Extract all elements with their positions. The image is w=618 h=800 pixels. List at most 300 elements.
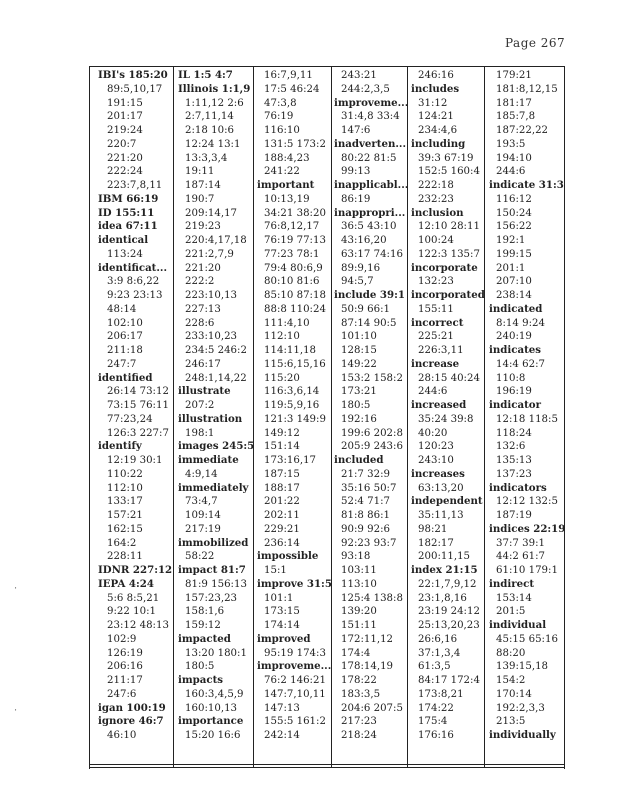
index-reference: 115:6,15,16 — [264, 358, 326, 370]
index-reference: 58:22 — [185, 551, 215, 563]
index-reference: 206:17 — [107, 331, 143, 343]
index-reference: 125:4 138:8 — [341, 592, 403, 604]
index-reference: 192:16 — [341, 413, 377, 425]
index-reference: 103:11 — [341, 565, 377, 576]
index-reference: 187:22,22 — [496, 125, 549, 136]
index-reference: 116:10 — [264, 125, 300, 136]
index-reference: 10:13,19 — [264, 193, 310, 205]
index-term: indicator — [489, 399, 541, 411]
index-reference: 174:14 — [264, 620, 300, 631]
index-reference: 50:9 66:1 — [341, 303, 390, 315]
index-term: indicators — [489, 481, 547, 494]
index-reference: 248:1,14,22 — [185, 372, 247, 384]
index-term: images 245:5 — [178, 440, 255, 453]
index-reference: 228:11 — [107, 551, 143, 563]
index-reference: 241:22 — [264, 166, 300, 178]
index-reference: 176:16 — [418, 730, 454, 741]
index-reference: 81:9 156:13 — [185, 578, 247, 590]
index-term: improve 31:5 — [257, 577, 332, 590]
index-reference: 234:4,6 — [418, 125, 458, 136]
index-reference: 61:3,5 — [418, 661, 451, 673]
index-reference: 164:2 — [107, 537, 137, 549]
index-reference: 120:23 — [418, 441, 454, 453]
index-reference: 191:15 — [107, 97, 143, 109]
index-reference: 172:11,12 — [341, 633, 394, 645]
index-reference: 157:23,23 — [185, 592, 238, 604]
index-reference: 139:20 — [341, 606, 377, 618]
index-reference: 201:5 — [496, 606, 526, 618]
index-term: immediately — [178, 481, 249, 494]
index-reference: 160:10,13 — [185, 702, 238, 714]
index-reference: 194:10 — [496, 152, 532, 164]
page-number: Page 267 — [505, 36, 566, 50]
index-reference: 243:21 — [341, 70, 377, 81]
index-reference: 77:23 78:1 — [264, 248, 320, 260]
index-reference: 217:23 — [341, 716, 377, 728]
index-reference: 118:24 — [496, 427, 532, 439]
index-reference: 156:22 — [496, 221, 532, 233]
index-reference: 76:8,12,17 — [264, 221, 320, 233]
index-reference: 45:15 65:16 — [496, 633, 558, 645]
index-reference: 31:4,8 33:4 — [341, 111, 400, 123]
index-reference: 12:19 30:1 — [107, 455, 163, 466]
index-reference: 202:11 — [264, 510, 300, 521]
index-term: independent — [411, 495, 483, 508]
index-reference: 112:10 — [264, 331, 300, 343]
index-reference: 162:15 — [107, 523, 143, 535]
index-reference: 205:9 243:6 — [341, 441, 403, 453]
index-term: improved — [257, 632, 311, 645]
index-term: indirect — [489, 577, 535, 590]
index-reference: 233:10,23 — [185, 331, 238, 343]
index-reference: 124:21 — [418, 111, 454, 123]
index-reference: 73:15 76:11 — [107, 400, 169, 411]
index-reference: 102:10 — [107, 317, 143, 329]
index-term: identified — [98, 371, 153, 384]
index-reference: 219:24 — [107, 125, 143, 136]
index-reference: 147:13 — [264, 702, 300, 714]
index-reference: 109:14 — [185, 510, 221, 521]
index-reference: 26:14 73:12 — [107, 386, 169, 398]
index-reference: 225:21 — [418, 331, 454, 343]
index-term: importance — [178, 715, 244, 728]
index-reference: 37:1,3,4 — [418, 647, 461, 659]
index-reference: 84:17 172:4 — [418, 675, 480, 686]
index-reference: 63:13,20 — [418, 482, 464, 494]
index-reference: 238:14 — [496, 290, 532, 301]
index-reference: 131:5 173:2 — [264, 138, 326, 150]
index-reference: 113:10 — [341, 578, 377, 590]
index-reference: 121:3 149:9 — [264, 413, 326, 425]
index-term: individually — [489, 729, 556, 741]
index-reference: 213:5 — [496, 716, 526, 728]
index-term: ignore 46:7 — [98, 715, 164, 728]
index-reference: 180:5 — [341, 400, 371, 411]
index-reference: 135:13 — [496, 455, 532, 466]
index-reference: 196:19 — [496, 386, 532, 398]
index-reference: 200:11,15 — [418, 551, 471, 563]
index-term: impacts — [178, 674, 224, 686]
index-reference: 87:14 90:5 — [341, 317, 397, 329]
index-reference: 199:6 202:8 — [341, 427, 403, 439]
index-reference: 207:10 — [496, 276, 532, 288]
index-reference: 211:17 — [107, 675, 143, 686]
index-reference: 39:3 67:19 — [418, 152, 474, 164]
index-reference: 226:3,11 — [418, 345, 464, 356]
index-reference: 149:22 — [341, 358, 377, 370]
index-reference: 12:10 28:11 — [418, 221, 480, 233]
index-reference: 80:22 81:5 — [341, 152, 397, 164]
index-term: inadverten... — [334, 137, 407, 150]
index-term: idea 67:11 — [98, 220, 158, 233]
index-reference: 221:20 — [107, 152, 143, 164]
index-reference: 112:10 — [107, 482, 143, 494]
index-column-1 — [98, 69, 176, 743]
index-reference: 221:20 — [185, 262, 221, 274]
index-reference: 201:1 — [496, 262, 526, 274]
index-reference: 2:18 10:6 — [185, 125, 234, 136]
index-term: IL 1:5 4:7 — [178, 69, 233, 81]
index-reference: 228:6 — [185, 317, 215, 329]
index-term: indicates — [489, 344, 541, 356]
index-reference: 244:6 — [418, 386, 448, 398]
index-reference: 192:2,3,3 — [496, 702, 545, 714]
index-reference: 170:14 — [496, 688, 532, 700]
margin-mark: ⋅ — [14, 706, 18, 716]
index-reference: 8:14 9:24 — [496, 317, 545, 329]
index-reference: 52:4 71:7 — [341, 496, 390, 508]
index-reference: 100:24 — [418, 235, 454, 246]
index-reference: 93:18 — [341, 551, 371, 563]
index-term: important — [257, 179, 315, 191]
index-reference: 217:19 — [185, 523, 221, 535]
index-reference: 73:4,7 — [185, 496, 218, 508]
index-reference: 63:17 74:16 — [341, 248, 403, 260]
index-reference: 211:18 — [107, 345, 143, 356]
index-term: incorporate — [411, 261, 478, 274]
index-reference: 155:5 161:2 — [264, 716, 326, 728]
index-reference: 179:21 — [496, 70, 532, 81]
index-reference: 188:17 — [264, 482, 300, 494]
index-term: indicate 31:3 — [489, 179, 564, 191]
index-reference: 243:10 — [418, 455, 454, 466]
index-term: identify — [98, 440, 142, 453]
index-column-2 — [178, 69, 256, 743]
bottom-rule — [89, 764, 565, 765]
index-term: IEPA 4:24 — [98, 577, 154, 590]
index-reference: 153:2 158:2 — [341, 372, 403, 384]
index-reference: 175:4 — [418, 716, 448, 728]
index-reference: 3:9 8:6,22 — [107, 276, 160, 288]
index-reference: 114:11,18 — [264, 345, 317, 356]
index-reference: 139:15,18 — [496, 661, 549, 673]
index-reference: 5:6 8:5,21 — [107, 592, 160, 604]
index-term: igan 100:19 — [98, 701, 166, 714]
index-reference: 147:7,10,11 — [264, 688, 326, 700]
index-reference: 159:12 — [185, 620, 221, 631]
index-reference: 222:2 — [185, 276, 215, 288]
index-reference: 149:12 — [264, 427, 300, 439]
index-reference: 9:22 10:1 — [107, 606, 156, 618]
index-term: incorrect — [411, 316, 464, 329]
index-term: illustrate — [178, 385, 231, 398]
index-reference: 81:8 86:1 — [341, 510, 390, 521]
index-reference: 223:7,8,11 — [107, 180, 163, 191]
index-reference: 31:12 — [418, 97, 448, 109]
index-reference: 199:15 — [496, 248, 532, 260]
index-reference: 207:2 — [185, 400, 215, 411]
index-term: increased — [411, 399, 467, 411]
index-reference: 115:20 — [264, 372, 300, 384]
index-reference: 76:19 77:13 — [264, 235, 326, 246]
index-reference: 187:14 — [185, 180, 221, 191]
index-reference: 157:21 — [107, 510, 143, 521]
index-reference: 193:5 — [496, 138, 526, 150]
index-reference: 247:6 — [107, 688, 137, 700]
index-reference: 160:3,4,5,9 — [185, 688, 244, 700]
index-reference: 151:14 — [264, 441, 300, 453]
index-reference: 15:20 16:6 — [185, 730, 241, 741]
index-reference: 77:23,24 — [107, 413, 153, 425]
index-reference: 110:22 — [107, 468, 143, 480]
index-term: including — [411, 137, 466, 150]
index-reference: 36:5 43:10 — [341, 221, 397, 233]
index-reference: 23:19 24:12 — [418, 606, 480, 618]
index-term: include 39:1 — [334, 289, 405, 301]
index-reference: 244:6 — [496, 166, 526, 178]
index-reference: 181:17 — [496, 97, 532, 109]
index-reference: 220:4,17,18 — [185, 235, 247, 246]
index-reference: 246:16 — [418, 70, 454, 81]
index-column-5 — [411, 69, 489, 743]
index-reference: 61:10 179:1 — [496, 565, 558, 576]
index-term: increases — [411, 467, 465, 480]
index-reference: 152:5 160:4 — [418, 166, 480, 178]
index-column-4 — [334, 69, 412, 743]
index-reference: 244:2,3,5 — [341, 83, 390, 95]
index-reference: 218:24 — [341, 730, 377, 741]
index-reference: 37:7 39:1 — [496, 537, 545, 549]
index-reference: 150:24 — [496, 207, 532, 219]
index-reference: 126:3 227:7 — [107, 427, 169, 439]
index-reference: 4:9,14 — [185, 468, 218, 480]
index-reference: 182:17 — [418, 537, 454, 549]
index-term: inappropri... — [334, 206, 406, 219]
bottom-rule — [89, 767, 565, 768]
index-reference: 209:14,17 — [185, 207, 238, 219]
index-term: includes — [411, 82, 460, 95]
index-reference: 181:8,12,15 — [496, 83, 558, 95]
index-term: included — [334, 454, 384, 466]
index-reference: 192:1 — [496, 235, 526, 246]
index-reference: 137:23 — [496, 468, 532, 480]
index-reference: 47:3,8 — [264, 97, 297, 109]
index-reference: 14:4 62:7 — [496, 358, 545, 370]
index-reference: 85:10 87:18 — [264, 290, 326, 301]
index-reference: 180:5 — [185, 661, 215, 673]
index-reference: 92:23 93:7 — [341, 537, 397, 549]
index-reference: 40:20 — [418, 427, 448, 439]
index-reference: 28:15 40:24 — [418, 372, 480, 384]
index-reference: 76:2 146:21 — [264, 675, 326, 686]
index-reference: 88:8 110:24 — [264, 303, 326, 315]
index-reference: 222:24 — [107, 166, 143, 178]
index-reference: 242:14 — [264, 730, 300, 741]
index-reference: 174:4 — [341, 647, 371, 659]
index-term: increase — [411, 357, 460, 370]
index-column-3 — [257, 69, 335, 743]
index-reference: 34:21 38:20 — [264, 207, 326, 219]
index-reference: 132:23 — [418, 276, 454, 288]
index-reference: 188:4,23 — [264, 152, 310, 164]
index-reference: 86:19 — [341, 193, 371, 205]
index-reference: 236:14 — [264, 537, 300, 549]
index-reference: 173:8,21 — [418, 688, 464, 700]
index-reference: 89:5,10,17 — [107, 83, 163, 95]
index-reference: 204:6 207:5 — [341, 702, 403, 714]
index-term: illustration — [178, 412, 243, 425]
index-reference: 48:14 — [107, 303, 137, 315]
index-reference: 128:15 — [341, 345, 377, 356]
index-reference: 17:5 46:24 — [264, 83, 320, 95]
margin-mark: ⋅ — [14, 584, 18, 594]
index-reference: 173:21 — [341, 386, 377, 398]
index-reference: 13:3,3,4 — [185, 152, 228, 164]
index-reference: 9:23 23:13 — [107, 290, 163, 301]
index-reference: 111:4,10 — [264, 317, 310, 329]
index-reference: 19:11 — [185, 166, 215, 178]
index-reference: 43:16,20 — [341, 235, 387, 246]
index-reference: 102:9 — [107, 633, 137, 645]
index-reference: 16:7,9,11 — [264, 70, 313, 81]
index-reference: 21:7 32:9 — [341, 468, 390, 480]
index-term: Illinois 1:1,9 — [178, 82, 251, 95]
index-reference: 178:22 — [341, 675, 377, 686]
index-reference: 113:24 — [107, 248, 143, 260]
index-reference: 147:6 — [341, 125, 371, 136]
index-reference: 132:6 — [496, 441, 526, 453]
index-reference: 94:5,7 — [341, 276, 374, 288]
index-reference: 247:7 — [107, 358, 137, 370]
index-reference: 246:17 — [185, 358, 221, 370]
index-reference: 183:3,5 — [341, 688, 381, 700]
index-reference: 23:12 48:13 — [107, 620, 169, 631]
index-reference: 1:11,12 2:6 — [185, 97, 244, 109]
index-reference: 116:3,6,14 — [264, 386, 320, 398]
index-reference: 178:14,19 — [341, 661, 394, 673]
index-term: inapplicabl... — [334, 179, 409, 191]
index-term: IDNR 227:12 — [98, 564, 173, 576]
index-term: impacted — [178, 632, 231, 645]
index-reference: 201:22 — [264, 496, 300, 508]
index-reference: 99:13 — [341, 166, 371, 178]
index-reference: 44:2 61:7 — [496, 551, 545, 563]
index-reference: 12:12 132:5 — [496, 496, 558, 508]
index-term: improveme... — [257, 660, 332, 673]
index-reference: 116:12 — [496, 193, 532, 205]
index-reference: 79:4 80:6,9 — [264, 262, 323, 274]
index-term: IBI's 185:20 — [98, 69, 168, 81]
index-reference: 76:19 — [264, 111, 294, 123]
index-reference: 22:1,7,9,12 — [418, 578, 477, 590]
index-reference: 13:20 180:1 — [185, 647, 247, 659]
index-reference: 95:19 174:3 — [264, 647, 326, 659]
index-term: inclusion — [411, 206, 464, 219]
index-reference: 155:11 — [418, 303, 454, 315]
index-reference: 88:20 — [496, 647, 526, 659]
index-reference: 154:2 — [496, 675, 526, 686]
index-reference: 89:9,16 — [341, 262, 381, 274]
index-reference: 101:1 — [264, 592, 294, 604]
index-term: index 21:15 — [411, 564, 478, 576]
index-reference: 35:16 50:7 — [341, 482, 397, 494]
index-reference: 151:11 — [341, 620, 377, 631]
index-term: identical — [98, 234, 149, 246]
index-reference: 12:24 13:1 — [185, 138, 241, 150]
index-term: impossible — [257, 550, 319, 563]
index-reference: 190:7 — [185, 193, 215, 205]
index-reference: 187:19 — [496, 510, 532, 521]
index-reference: 232:23 — [418, 193, 454, 205]
index-term: ID 155:11 — [98, 206, 155, 219]
index-reference: 80:10 81:6 — [264, 276, 320, 288]
index-reference: 174:22 — [418, 702, 454, 714]
index-reference: 2:7,11,14 — [185, 111, 234, 123]
index-reference: 219:23 — [185, 221, 221, 233]
index-reference: 173:16,17 — [264, 455, 317, 466]
index-reference: 220:7 — [107, 138, 137, 150]
index-term: indicated — [489, 302, 543, 315]
index-reference: 25:13,20,23 — [418, 620, 480, 631]
index-reference: 126:19 — [107, 647, 143, 659]
index-reference: 223:10,13 — [185, 290, 238, 301]
index-reference: 23:1,8,16 — [418, 592, 467, 604]
index-reference: 26:6,16 — [418, 633, 458, 645]
index-reference: 240:19 — [496, 331, 532, 343]
index-reference: 122:3 135:7 — [418, 248, 480, 260]
index-term: individual — [489, 619, 547, 631]
index-reference: 201:17 — [107, 111, 143, 123]
index-reference: 119:5,9,16 — [264, 400, 320, 411]
index-reference: 98:21 — [418, 523, 448, 535]
index-reference: 35:11,13 — [418, 510, 464, 521]
index-reference: 229:21 — [264, 523, 300, 535]
index-reference: 185:7,8 — [496, 111, 536, 123]
index-reference: 221:2,7,9 — [185, 248, 234, 260]
index-reference: 90:9 92:6 — [341, 523, 390, 535]
index-reference: 15:1 — [264, 565, 287, 576]
index-term: immobilized — [178, 536, 249, 549]
index-reference: 153:14 — [496, 592, 532, 604]
index-reference: 173:15 — [264, 606, 300, 618]
index-term: IBM 66:19 — [98, 192, 159, 205]
index-term: impact 81:7 — [178, 564, 246, 576]
index-reference: 206:16 — [107, 661, 143, 673]
index-reference: 12:18 118:5 — [496, 413, 558, 425]
index-term: improveme... — [334, 96, 409, 109]
index-reference: 222:18 — [418, 180, 454, 191]
index-term: identificat... — [98, 261, 168, 274]
index-reference: 198:1 — [185, 427, 215, 439]
index-reference: 110:8 — [496, 372, 526, 384]
index-reference: 158:1,6 — [185, 606, 225, 618]
index-reference: 227:13 — [185, 303, 221, 315]
index-reference: 234:5 246:2 — [185, 345, 247, 356]
index-reference: 35:24 39:8 — [418, 413, 474, 425]
index-reference: 101:10 — [341, 331, 377, 343]
index-term: indices 22:19 — [489, 522, 566, 535]
index-reference: 133:17 — [107, 496, 143, 508]
